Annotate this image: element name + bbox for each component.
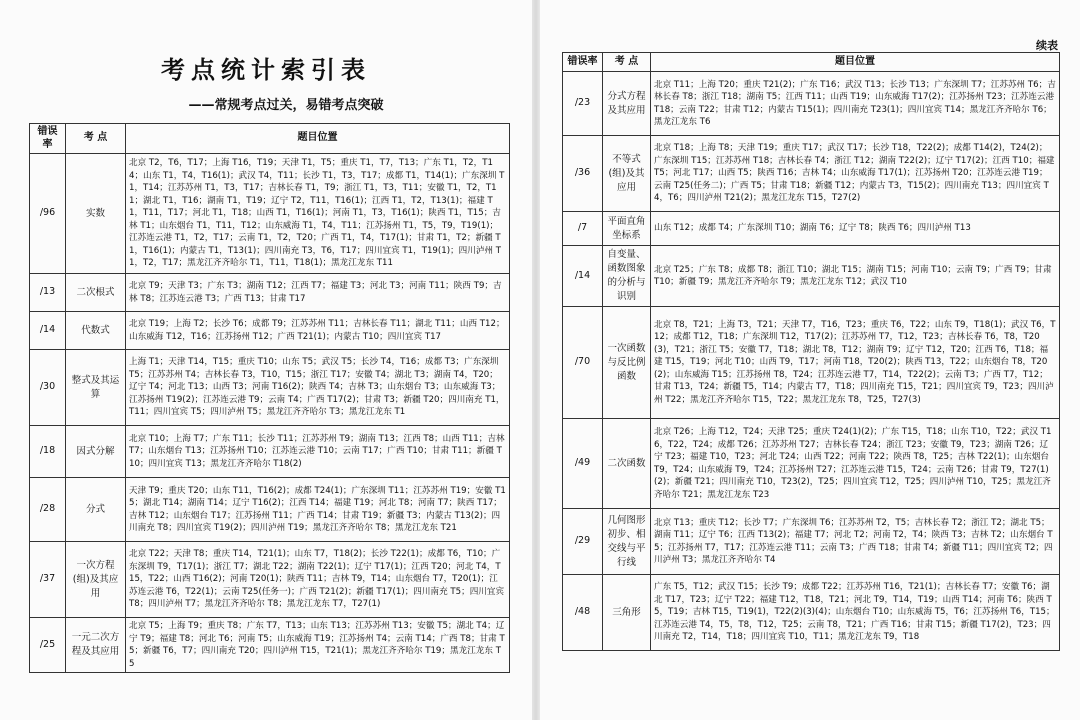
question-positions: 上海 T1；天津 T14，T15；重庆 T10；山东 T5；武汉 T5；长沙 T4，T16；成都 T3；广东深圳 T5；江苏苏州 T4；吉林长春 T3，T10，T15；浙江 T17；安徽 T4；湖北 T3；湖南 T4，T20；辽宁 T4；河北 T13；山西 T3；河南 T16(2)；陕西 T4；吉林 T3；山东烟台 T3；山东威海 T3；江苏扬州 T19(2)；江苏连云港 T9；云南 T4；广西 T17(2)；甘肃 T3；新疆 T20；四川南充 T1，T11；四川宜宾 T5；四川泸州 T5；黑龙江齐齐哈尔 T3；黑龙江龙东 T1 [126,350,510,426]
question-positions: 北京 T10；上海 T7；广东 T11；长沙 T11；江苏苏州 T9；湖南 T13；江西 T8；山西 T11；吉林 T7；山东烟台 T13；江苏扬州 T10；江苏连云港 T10；云南 T17；广西 T10；甘肃 T11；新疆 T10；四川宜宾 T13；黑龙江齐齐哈尔 T18(2) [126,426,510,478]
knowledge-point: 三角形 [603,575,651,651]
question-positions: 天津 T9；重庆 T20；山东 T11，T16(2)；成都 T24(1)；广东深圳 T11；江苏苏州 T19；安徽 T15；湖北 T14；湖南 T14；辽宁 T16(2)；江西 T14；福建 T19；河北 T8；河南 T7；陕西 T17；吉林 T12；山东烟台 T17；江苏扬州 T11；广西 T14；甘肃 T19；新疆 T3；内蒙古 T13(2)；四川南充 T8；四川宜宾 T19(2)；四川泸州 T19；黑龙江齐齐哈尔 T8；黑龙江龙东 T21 [126,478,510,542]
table-row [30,542,510,618]
table-header-row [563,53,1060,72]
knowledge-point: 代数式 [66,312,126,350]
knowledge-point: 因式分解 [66,426,126,478]
header-rate: 错误率 [563,53,603,72]
error-rate: /48 [563,575,603,651]
question-positions: 北京 T8，T21；上海 T3，T21；天津 T7，T16，T23；重庆 T6，T22；山东 T9，T18(1)；武汉 T6，T12；成都 T12，T18；广东深圳 T12，T17(2)；江苏苏州 T7，T12，T23；吉林长春 T6，T8，T20(3)，T21；浙江 T5；安徽 T7，T18；湖北 T8，T12；湖南 T9；辽宁 T12，T20；江西 T6，T18；福建 T15，T19；河北 T10；山西 T9，T17；河南 T18，T20(2)；陕西 T13，T22；山东烟台 T8，T20(2)；山东威海 T15；江苏扬州 T8，T24；江苏连云港 T7，T14，T22(2)；云南 T3；广西 T7，T12；甘肃 T13，T24；新疆 T5，T14；内蒙古 T7，T18；四川南充 T15，T21；四川宜宾 T9，T23；四川泸州 T22；黑龙江齐齐哈尔 T15，T22；黑龙江龙东 T8，T25，T27(3) [651,307,1060,419]
knowledge-point: 不等式(组)及其应用 [603,136,651,212]
continued-label: 续表 [1036,39,1058,52]
error-rate: /96 [30,154,66,274]
table-row [563,136,1060,212]
knowledge-point: 自变量、函数图象的分析与识别 [603,246,651,307]
knowledge-point: 一次函数与反比例函数 [603,307,651,419]
page-subtitle: ——常规考点过关，易错考点突破 [188,98,384,113]
table-row [563,72,1060,136]
header-position: 题目位置 [651,53,1060,72]
error-rate: /25 [30,618,66,673]
table-row [30,274,510,312]
error-rate: /30 [30,350,66,426]
error-rate: /7 [563,212,603,246]
question-positions: 北京 T2，T6，T17；上海 T16，T19；天津 T1，T5；重庆 T1，T7，T13；广东 T1，T2，T14；山东 T1，T4，T16(1)；武汉 T4，T11；长沙 T1，T3，T17；成都 T1，T14(1)；广东深圳 T1，T14；江苏苏州 T1，T3，T17；吉林长春 T1，T9；浙江 T1，T3，T11；安徽 T1，T2，T11；湖北 T1，T16；湖南 T1，T19；辽宁 T2，T11，T16(1)；江西 T1，T2，T13(1)；福建 T1，T11，T17；河北 T1，T18；山西 T1，T16(1)；河南 T1，T3，T16(1)；陕西 T1，T15；吉林 T1；山东烟台 T1，T11，T12；山东威海 T1，T4，T11；江苏扬州 T1，T5，T9，T19(1)；江苏连云港 T1，T2，T17；云南 T1，T2，T20；广西 T1，T4，T17(1)；甘肃 T1，T2；新疆 T1，T16(1)；内蒙古 T1，T13(1)；四川南充 T3，T6，T17；四川宜宾 T1，T19(1)；四川泸州 T1，T2，T17；黑龙江齐齐哈尔 T1，T11，T18(1)；黑龙江龙东 T11 [126,154,510,274]
table-row [563,509,1060,575]
table-row [30,478,510,542]
error-rate: /18 [30,426,66,478]
table-row [30,154,510,274]
knowledge-point: 平面直角坐标系 [603,212,651,246]
knowledge-point: 一次方程(组)及其应用 [66,542,126,618]
error-rate: /29 [563,509,603,575]
table-row [30,426,510,478]
table-row [563,419,1060,509]
question-positions: 广东 T5，T12；武汉 T15；长沙 T9；成都 T22；江苏苏州 T16，T21(1)；吉林长春 T7；安徽 T6；湖北 T17，T23；辽宁 T22；福建 T12，T18，T21；河北 T9，T14，T19；山西 T14；河南 T6；陕西 T5，T19；吉林 T15，T19(1)，T22(2)(3)(4)；山东烟台 T10；山东威海 T5，T6；江苏扬州 T6，T15；江苏连云港 T4，T5，T8，T12，T25；云南 T8，T21；广西 T16；甘肃 T15；新疆 T17(2)，T23；四川南充 T2，T14，T18；四川宜宾 T10，T11；黑龙江龙东 T9，T18 [651,575,1060,651]
page-title: 考点统计索引表 [161,55,371,84]
index-table-right [562,52,1060,651]
error-rate: /14 [563,246,603,307]
question-positions: 北京 T13；重庆 T12；长沙 T7；广东深圳 T6；江苏苏州 T2，T5；吉林长春 T2；浙江 T2；湖北 T5；湖南 T11；辽宁 T6；江西 T13(2)；福建 T7；河北 T2；河南 T2，T4；陕西 T3；吉林 T2；山东烟台 T5；江苏扬州 T7，T17；江苏连云港 T11；云南 T3；广西 T18；甘肃 T4；新疆 T11；四川宜宾 T2；四川泸州 T3；黑龙江齐齐哈尔 T4 [651,509,1060,575]
question-positions: 北京 T18；上海 T8；天津 T19；重庆 T17；武汉 T17；长沙 T18，T22(2)；成都 T14(2)，T24(2)；广东深圳 T15；江苏苏州 T18；吉林长春 T4；浙江 T12；湖南 T22(2)；辽宁 T17(2)；江西 T10；福建 T5；河北 T17；山西 T5；陕西 T16；吉林 T4；山东威海 T17(1)；江苏扬州 T20；江苏连云港 T19；云南 T25(任务二)；广西 T5；甘肃 T18；新疆 T12；内蒙古 T3，T15(2)；四川南充 T13；四川宜宾 T4，T6；四川泸州 T21(2)；黑龙江龙东 T15，T27(2) [651,136,1060,212]
right-page [540,0,1080,720]
question-positions: 山东 T12；成都 T4；广东深圳 T10；湖南 T6；辽宁 T8；陕西 T6；四川泸州 T13 [651,212,1060,246]
table-row [30,312,510,350]
knowledge-point: 一元二次方程及其应用 [66,618,126,673]
question-positions: 北京 T26；上海 T12，T24；天津 T25；重庆 T24(1)(2)；广东 T15，T18；山东 T10，T22；武汉 T16，T22，T24；成都 T26；江苏苏州 T27；吉林长春 T24；浙江 T23；安徽 T9，T23；湖南 T26；辽宁 T23；福建 T10，T23；河北 T24；山西 T22；河南 T22；陕西 T8，T25；吉林 T22(1)；山东烟台 T9，T24；山东威海 T9，T24；江苏扬州 T27；江苏连云港 T15，T24；云南 T26；甘肃 T9，T27(1)(2)；新疆 T21；四川南充 T10，T23(2)，T25；四川宜宾 T12，T25；四川泸州 T10，T25；黑龙江齐齐哈尔 T21；黑龙江龙东 T23 [651,419,1060,509]
question-positions: 北京 T19；上海 T2；长沙 T6；成都 T9；江苏苏州 T11；吉林长春 T11；湖北 T11；山西 T12；山东威海 T12，T16；江苏扬州 T12；广西 T21(1)；内蒙古 T10；四川宜宾 T17 [126,312,510,350]
question-positions: 北京 T5；上海 T9；重庆 T8；广东 T7，T13；山东 T13；江苏苏州 T13；安徽 T5；湖北 T4；辽宁 T9；福建 T8；河北 T6；河南 T5；山东威海 T19；江苏扬州 T4；云南 T14；广西 T8；甘肃 T5；新疆 T6，T7；四川南充 T20；四川泸州 T15，T21(1)；黑龙江齐齐哈尔 T19；黑龙江龙东 T5 [126,618,510,673]
question-positions: 北京 T11；上海 T20；重庆 T21(2)；广东 T16；武汉 T13；长沙 T13；广东深圳 T7；江苏苏州 T6；吉林长春 T8；浙江 T18；湖南 T5；江西 T11；山西 T19；山东威海 T17(2)；江苏扬州 T23；江苏连云港 T18；云南 T22；甘肃 T12；内蒙古 T15(1)；四川南充 T23(1)；四川宜宾 T14；黑龙江齐齐哈尔 T6；黑龙江龙东 T6 [651,72,1060,136]
header-point: 考 点 [603,53,651,72]
header-position: 题目位置 [126,124,510,154]
index-table-left [29,123,510,673]
error-rate: /49 [563,419,603,509]
error-rate: /28 [30,478,66,542]
table-row [30,618,510,673]
knowledge-point: 分式 [66,478,126,542]
table-header-row [30,124,510,154]
knowledge-point: 分式方程及其应用 [603,72,651,136]
header-rate: 错误率 [30,124,66,154]
knowledge-point: 实数 [66,154,126,274]
table-row [563,246,1060,307]
knowledge-point: 几何图形初步、相交线与平行线 [603,509,651,575]
book-gutter [532,0,540,720]
knowledge-point: 整式及其运算 [66,350,126,426]
error-rate: /23 [563,72,603,136]
question-positions: 北京 T22；天津 T8；重庆 T14，T21(1)；山东 T7，T18(2)；长沙 T22(1)；成都 T6，T10；广东深圳 T9，T17(1)；浙江 T7；湖北 T22；湖南 T22(1)；辽宁 T17(1)；江西 T20；河北 T4，T15，T22；山西 T16(2)；河南 T20(1)；陕西 T11；吉林 T9，T14；山东烟台 T7，T20(1)；江苏连云港 T6，T22(1)；云南 T25(任务一)；广西 T21(2)；新疆 T17(1)；四川南充 T5；四川宜宾 T8；四川泸州 T7；黑龙江齐齐哈尔 T8；黑龙江龙东 T7，T27(1) [126,542,510,618]
knowledge-point: 二次函数 [603,419,651,509]
knowledge-point: 二次根式 [66,274,126,312]
table-row [563,575,1060,651]
error-rate: /36 [563,136,603,212]
question-positions: 北京 T9；天津 T3；广东 T3；湖南 T12；江西 T7；福建 T3；河北 T3；河南 T11；陕西 T9；吉林 T8；江苏连云港 T3；广西 T13；甘肃 T17 [126,274,510,312]
error-rate: /13 [30,274,66,312]
header-point: 考 点 [66,124,126,154]
left-page [0,0,532,720]
table-row [30,350,510,426]
question-positions: 北京 T25；广东 T8；成都 T8；浙江 T10；湖北 T15；湖南 T15；河南 T10；云南 T9；广西 T9；甘肃 T10；新疆 T9；黑龙江齐齐哈尔 T9；黑龙江龙东 T12；武汉 T10 [651,246,1060,307]
error-rate: /70 [563,307,603,419]
error-rate: /14 [30,312,66,350]
error-rate: /37 [30,542,66,618]
table-row [563,212,1060,246]
table-row [563,307,1060,419]
